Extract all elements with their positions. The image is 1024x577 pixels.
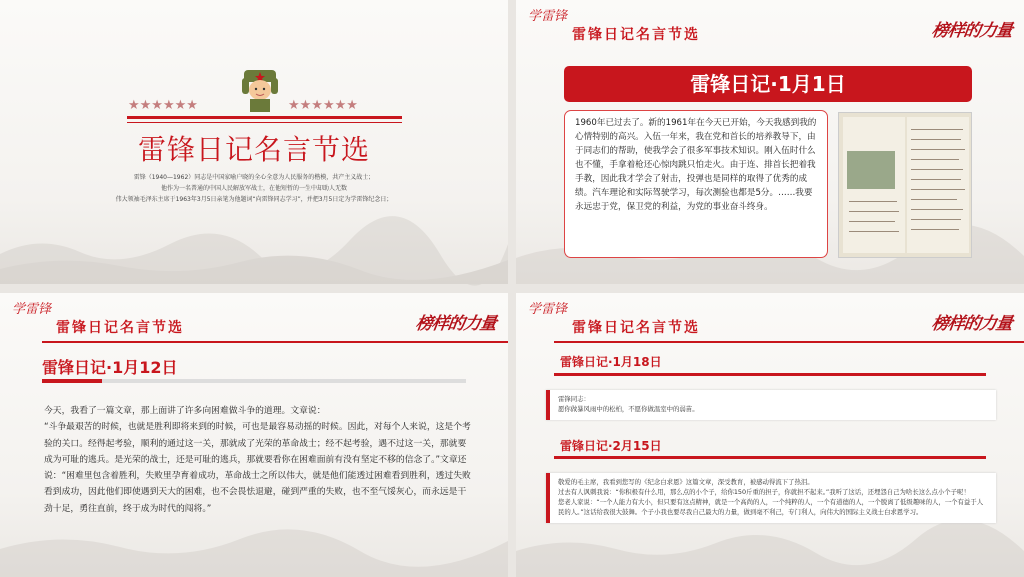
slide-cover[interactable] [0,0,508,284]
xue-lei-feng-logo [526,299,568,337]
xue-lei-feng-logo [526,6,568,44]
bangyang-logo: 榜样的力量 [414,314,498,334]
bangyang-logo: 榜样的力量 [930,314,1014,334]
header-title: 雷锋日记名言节选 [572,320,700,336]
diary-paragraph-1: 今天，我看了一篇文章，那上面讲了许多向困难做斗争的道理。文章说： [44,406,326,416]
subtitle-1-bar [554,373,986,376]
box2-line-3: 您老人家说：“一个人能力有大小，但只要有这点精神，就是一个高尚的人，一个纯粹的人，一个有道德的人，一个脱离了低级趣味的人，一个有益于人民的人。”这话给我很大鼓舞。个子小我也要尽我自己最大的力量，做到毫不利己，专门利人，向伟大的国际主义战士白求恩学习。 [558,497,984,516]
logo-left-text: 学雷锋 [528,9,568,24]
title-rule-thin [127,122,402,123]
diary-box-1 [546,390,996,420]
diary-subtitle-2: 雷锋日记·2月15日 [560,439,662,453]
star-row-left-icon: ★★★★★★ [128,98,198,113]
logo-left-text: 学雷锋 [528,302,568,317]
soldier-mascot-icon [240,66,280,112]
diary-body [44,403,474,517]
star-row-right-icon: ★★★★★★ [288,98,358,113]
subtitle-2-bar [554,456,986,459]
subtitle-underline-accent [42,379,102,383]
header-rule [42,341,508,343]
diary-box-2 [546,473,996,523]
mountain-decoration [0,507,508,577]
slide-jan-12[interactable] [0,293,508,577]
diary-text: 1960年已过去了。新的1961年在今天已开始，今天我感到我的心情特别的高兴。入伍一年来，我在党和首长的培养教导下，由于同志们的帮助，使我学会了很多军事技术知识。刚入伍时什么也不懂，手拿着枪还心惊肉跳只怕走火。由于连、排首长把着我手教，因此我才学会了射击，投弹也是同样的取得了优秀的成绩。汽车理论和实际驾驶学习，每次测验也都是5分。……我要永远忠于党，保卫党的利益，为党的事业奋斗终身。 [564,110,828,258]
box2-line-2: 过去有人讽刺我说：“你积极有什么用，那么点的小个子，给你150斤重的担子，你就担不起来。”我听了这话，还埋怨自己为啥长这么点小个子呢！ [558,487,970,496]
diary-subtitle: 雷锋日记·1月12日 [42,358,178,377]
logo-left-text: 学雷锋 [12,302,52,317]
box1-line-1: 雷锋同志： [558,395,590,403]
diary-page-right [907,117,969,253]
cover-line-1: 雷锋（1940—1962）同志是中国家喻户晓的全心全意为人民服务的楷模，共产主义战士； [133,174,375,181]
diary-subtitle-1: 雷锋日记·1月18日 [560,355,662,369]
header-rule [554,341,1024,343]
header-title: 雷锋日记名言节选 [572,27,700,43]
header-title: 雷锋日记名言节选 [56,320,184,336]
cover-line-2: 他作为一名普通的中国人民解放军战士，在他短暂的一生中却助人无数 [160,185,347,192]
mountain-decoration [0,214,508,284]
diary-paragraph-2: “斗争最艰苦的时候，也就是胜利即将来到的时候，可也是最容易动摇的时候。因此，对每个人来说，这是个考验的关口。经得起考验，顺利的通过这一关，那就成了光荣的革命战士；经不起考验，遇不过这一关，那就要成为可耻的逃兵。是光荣的战士，还是可耻的逃兵，那就要看你在困难面前有没有坚定不移的信念了。”文章还说：“困难里包含着胜利，失败里孕育着成功，革命战士之所以伟大，就是他们能透过困难看到胜利，透过失败看到成功，因此他们即使遇到天大的困难，也不会畏怯退避，碰到严重的失败，也不至气馁灰心，而永远是干劲十足，勇往直前，终于成为时代的闯将。” [44,422,471,514]
subtitle-underline [42,379,466,383]
cover-line-3: 伟大领袖毛泽东主席于1963年3月5日亲笔为他题词“向雷锋同志学习”，并把3月5日定为学雷锋纪念日； [115,196,393,203]
box1-line-2: 愿你做暴风雨中的松柏，不愿你做温室中的弱苗。 [558,404,699,413]
xue-lei-feng-logo [10,299,52,337]
diary-photo [838,112,972,258]
slide-jan-18-feb-15[interactable] [516,293,1024,577]
diary-picture [847,151,895,189]
title-rule [127,116,402,119]
bangyang-logo: 榜样的力量 [930,21,1014,41]
cover-title: 雷锋日记名言节选 [137,133,370,166]
box2-line-1: 敬爱的毛主席，我看到您写的《纪念白求恩》这篇文章，深受教育，被感动得流下了热泪。 [558,478,814,486]
diary-banner: 雷锋日记·1月1日 [564,66,972,102]
slide-jan-1[interactable] [516,0,1024,284]
